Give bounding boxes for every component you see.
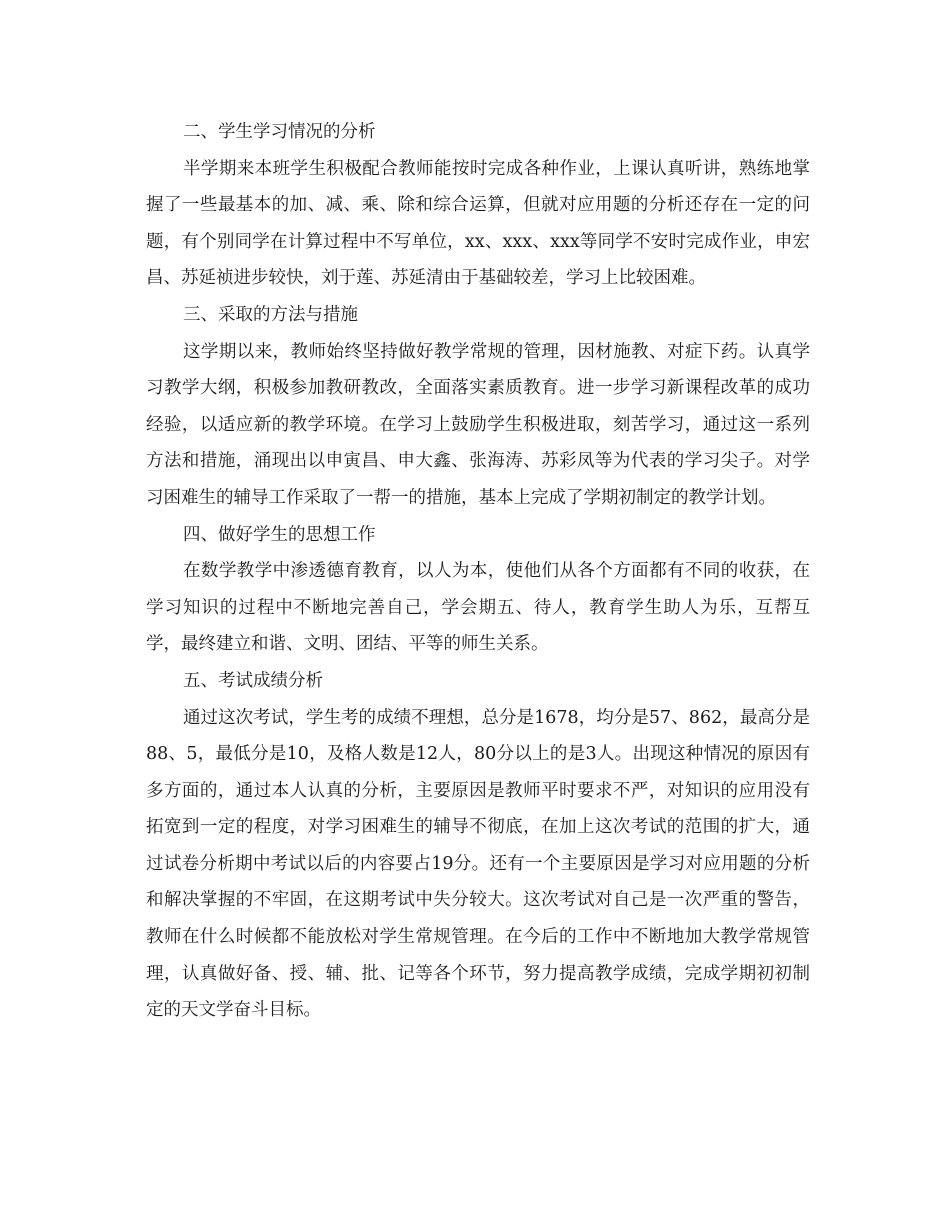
section-heading-2: 二、学生学习情况的分析 — [183, 122, 376, 142]
section-heading-3: 三、采取的方法与措施 — [183, 304, 358, 325]
section-heading-4: 四、做好学生的思想工作 — [183, 524, 376, 545]
document-body — [146, 114, 810, 1029]
section-paragraph-3: 这学期以来，教师始终坚持做好教学常规的管理，因材施教、对症下药。认真学习教学大纲，积极参加教研教改，全面落实素质教育。进一步学习新课程改革的成功经验，以适应新的教学环境。在学习上鼓励学生积极进取，刻苦学习，通过这一系列方法和措施，涌现出以申寅昌、申大鑫、张海涛、苏彩凤等为代表的学习尖子。对学习困难生的辅导工作采取了一帮一的措施，基本上完成了学期初制定的教学计划。 — [146, 341, 810, 508]
section-heading-5: 五、考试成绩分析 — [183, 670, 323, 691]
section-paragraph-4: 在数学教学中渗透德育教育，以人为本，使他们从各个方面都有不同的收获，在学习知识的过程中不断地完善自己，学会期五、待人，教育学生助人为乐，互帮互学，最终建立和谐、文明、团结、平等的师生关系。 — [146, 561, 810, 655]
section-paragraph-5: 通过这次考试，学生考的成绩不理想，总分是1678，均分是57、862，最高分是88、5，最低分是10，及格人数是12人，80分以上的是3人。出现这种情况的原因有多方面的，通过本人认真的分析，主要原因是教师平时要求不严，对知识的应用没有拓宽到一定的程度，对学习困难生的辅导不彻底，在加上这次考试的范围的扩大，通过试卷分析期中考试以后的内容要占19分。还有一个主要原因是学习对应用题的分析和解决掌握的不牢固，在这期考试中失分较大。这次考试对自己是一次严重的警告，教师在什么时候都不能放松对学生常规管理。在今后的工作中不断地加大教学常规管理，认真做好备、授、辅、批、记等各个环节，努力提高教学成绩，完成学期初初制定的天文学奋斗目标。 — [146, 707, 810, 1021]
section-paragraph-2: 半学期来本班学生积极配合教师能按时完成各种作业，上课认真听讲，熟练地掌握了一些最基本的加、减、乘、除和综合运算，但就对应用题的分析还存在一定的问题，有个别同学在计算过程中不写单位，xx、xxx、xxx等同学不安时完成作业，申宏昌、苏延祯进步较快，刘于莲、苏延清由于基础较差，学习上比较困难。 — [146, 158, 810, 289]
